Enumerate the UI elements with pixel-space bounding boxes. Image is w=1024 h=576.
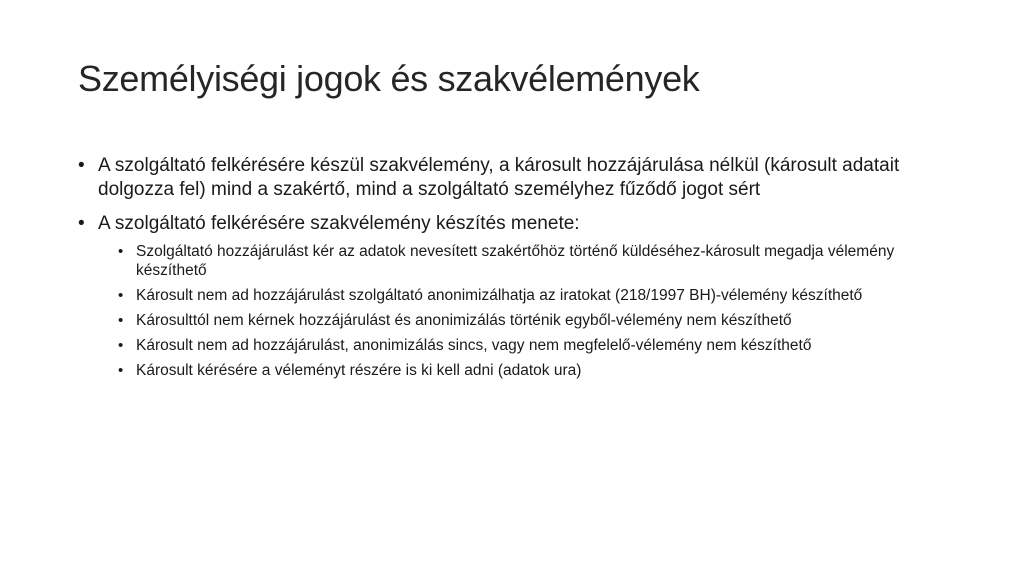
bullet-text: A szolgáltató felkérésére szakvélemény készítés menete: — [98, 213, 580, 234]
sub-bullet-text: • Szolgáltató hozzájárulást kér az adatok nevesített szakértőhöz történő küldéséhez-károsult megadja vélemény készíthető — [136, 243, 895, 279]
bullet-text: A szolgáltató felkérésére készül szakvélemény, a károsult hozzájárulása nélkül (károsult adatait dolgozza fel) mind a szakértő, mind a szolgáltató személyhez fűződő jogot sért — [98, 155, 900, 200]
sub-bullet-text: • Károsult nem ad hozzájárulást, anonimizálás sincs, vagy nem megfelelő-vélemény nem készíthető — [136, 337, 812, 354]
sub-bullet-item — [98, 286, 938, 305]
slide-title: Személyiségi jogok és szakvélemények — [78, 58, 700, 99]
bullet-item — [78, 154, 938, 202]
sub-bullet-text: • Károsulttól nem kérnek hozzájárulást és anonimizálás történik egyből-vélemény nem készíthető — [136, 312, 792, 329]
sub-bullet-list — [98, 242, 938, 380]
sub-bullet-item — [98, 361, 938, 380]
sub-bullet-text: • Károsult nem ad hozzájárulást szolgáltató anonimizálhatja az iratokat (218/1997 BH)-vélemény készíthető — [136, 287, 863, 304]
sub-bullet-item — [98, 336, 938, 355]
bullet-item — [78, 212, 938, 380]
bullet-list — [78, 154, 938, 380]
sub-bullet-text: • Károsult kérésére a véleményt részére is ki kell adni (adatok ura) — [136, 362, 582, 379]
slide-content — [78, 154, 938, 390]
sub-bullet-item — [98, 242, 938, 280]
sub-bullet-item — [98, 311, 938, 330]
